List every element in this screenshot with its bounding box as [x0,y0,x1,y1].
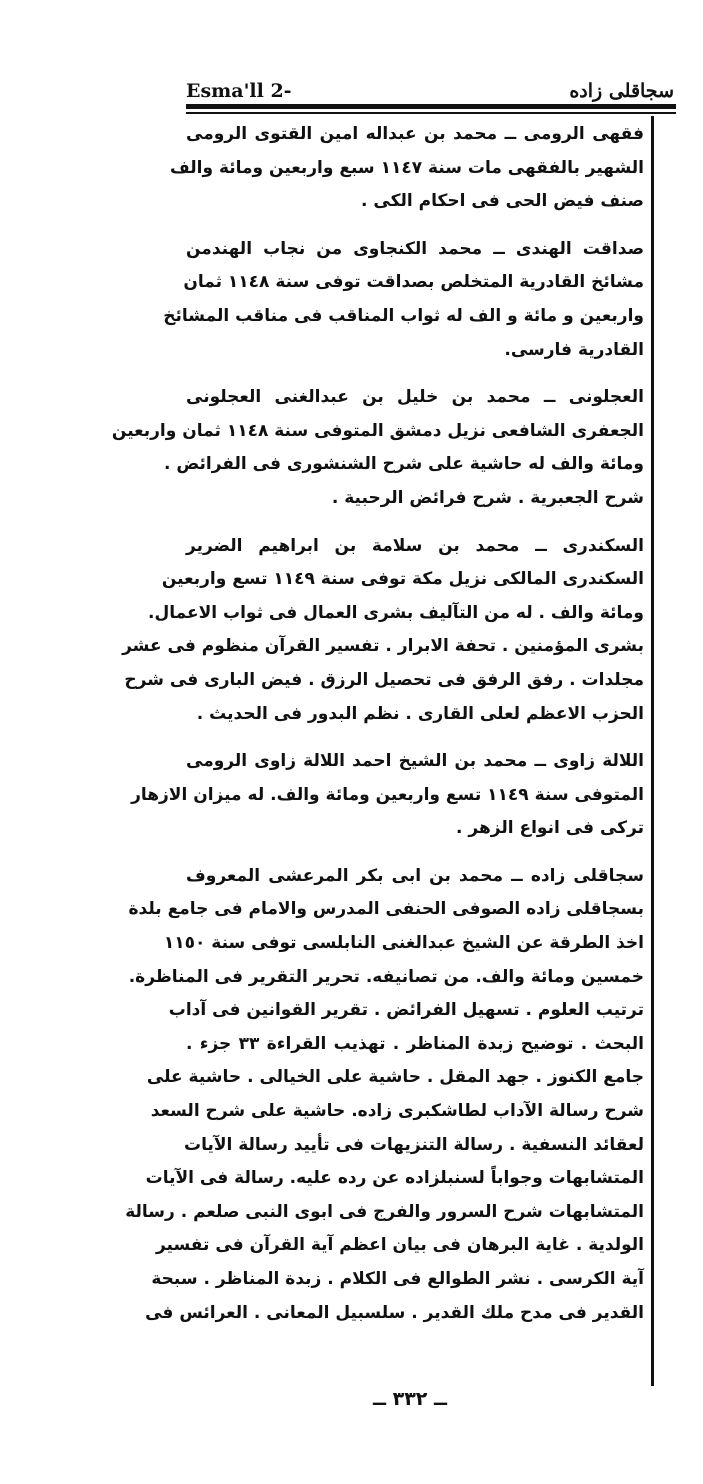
header-rule-thick [186,104,676,109]
text-line: خمسين ومائة والف. من تصانيفه. تحرير التقرير فى المناظرة. [128,966,644,987]
text-line: شرح رسالة الآداب لطاشكبرى زاده. حاشية على شرح السعد [150,1101,644,1122]
text-column [111,118,644,1344]
running-title: سجاقلى زاده [569,80,674,102]
text-line: جامع الكنوز . جهد المقل . حاشية على الخيالى . حاشية على [146,1067,644,1088]
text-line: تركى فى انواع الزهر . [456,818,644,839]
text-line: صنف فيض الحى فى احكام الكى . [361,191,644,212]
text-line: صداقت الهندى ــ محمد الكنجاوى من نجاب الهندمن [186,238,644,259]
text-line: الولدية . غاية البرهان فى بيان اعظم آية القرآن فى تفسير [155,1235,644,1256]
text-line: لعقائد النسفية . رسالة التنزيهات فى تأييد رسالة الآيات [183,1134,644,1155]
text-line: ومائة والف له حاشية على شرح الشنشورى فى الفرائض . [163,454,644,475]
text-line: السكندرى المالكى نزيل مكة توفى سنة ١١٤٩ تسع واربعين [161,569,644,590]
text-line: الجعفرى الشافعى نزيل دمشق المتوفى سنة ١١٤٨ ثمان واربعين [111,420,644,441]
text-line: مجلدات . رفق الرفق فى تحصيل الرزق . فيض البارى فى شرح [124,669,644,690]
running-header [186,76,674,102]
text-line: المتشابهات شرح السرور والفرج فى ابوى النبى صلعم . رسالة [125,1201,644,1222]
margin-rule [651,116,654,1386]
text-line: البحث . توضيح زبدة المناظر . تهذيب القراءة ٣٣ جزء . [186,1033,644,1054]
text-line: بشرى المؤمنين . تحفة الابرار . تفسير القرآن منظوم فى عشر [122,636,644,657]
text-line: المتوفى سنة ١١٤٩ تسع واربعين ومائة والف. له ميزان الازهار [131,784,644,805]
header-rule-thin [186,112,676,114]
entry-sakandari [122,530,644,732]
text-line: المتشابهات وجواباً لسنبلزاده عن رده عليه. رسالة فى الآيات [145,1168,644,1189]
text-line: ومائة والف . له من التآليف بشرى العمال فى ثواب الاعمال. [148,602,644,623]
text-line: شرح الجعبرية . شرح فرائض الرحبية . [331,487,644,508]
text-line: القادرية فارسى. [504,339,644,360]
text-line: اخذ الطرقة عن الشيخ عبدالغنى النابلسى توفى سنة ١١٥٠ [163,933,644,954]
text-line: القدير فى مدح ملك القدير . سلسبيل المعانى . العرائس فى [145,1302,644,1323]
text-line: الحزب الاعظم لعلى القارى . نظم البدور فى الحديث . [196,703,644,724]
text-line: مشائخ القادرية المتخلص بصداقت توفى سنة ١١٤٨ ثمان [183,272,644,293]
text-line: العجلونى ــ محمد بن خليل بن عبدالغنى العجلونى [186,387,644,408]
text-line: بسجاقلى زاده الصوفى الحنفى المدرس والامام فى جامع بلدة [128,899,644,920]
entry-lala-zawi [131,745,644,846]
text-line: السكندرى ــ محمد بن سلامة بن ابراهيم الضرير [186,535,644,556]
text-line: ترتيب العلوم . تسهيل الفرائض . تقرير القوانين فى آداب [168,1000,644,1021]
text-line: فقهى الرومى ــ محمد بن عبداله امين القتوى الرومى [186,124,644,144]
text-line: اللالة زاوى ــ محمد بن الشيخ احمد اللالة زاوى الرومى [186,751,644,772]
text-line: سجاقلى زاده ــ محمد بن ابى بكر المرعشى المعروف [186,865,644,886]
text-line: آية الكرسى . نشر الطوالع فى الكلام . زبدة المناظر . سبحة [151,1269,644,1289]
entry-faqihi [170,118,644,219]
entry-sadaqat [163,233,644,367]
entry-sajaqli-zadeh [125,860,644,1330]
text-line: الشهير بالفقهى مات سنة ١١٤٧ سبع واربعين ومائة والف [170,157,644,178]
entry-ajluni [111,381,644,515]
page-number: ــ ٣٣٢ ــ [372,1388,447,1410]
text-line: واربعين و مائة و الف له ثواب المناقب فى مناقب المشائخ [163,305,644,326]
corner-mark: Esma'll 2- [186,80,292,102]
